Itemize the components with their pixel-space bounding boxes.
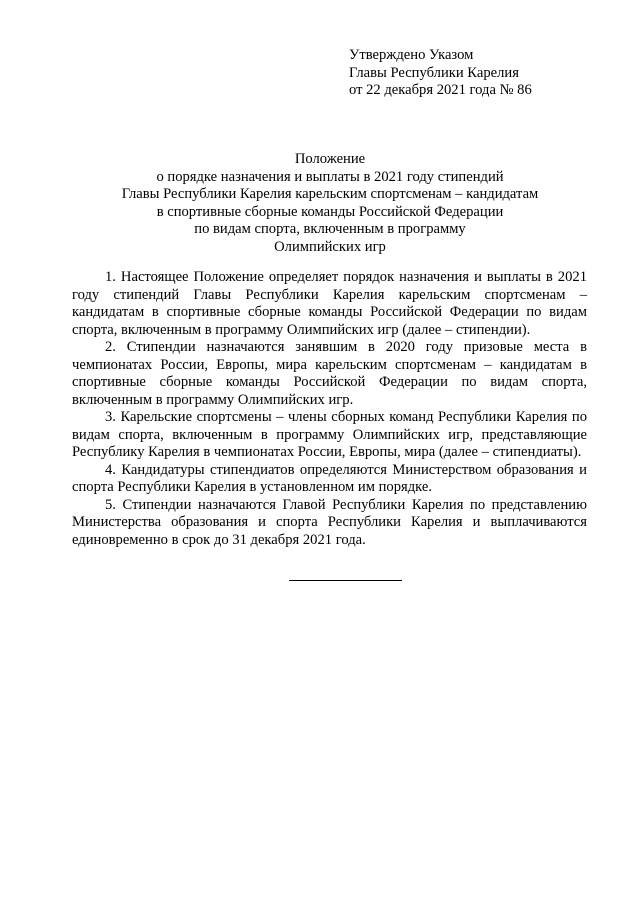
- paragraph-1: 1. Настоящее Положение определяет порядок назначения и выплаты в 2021 году стипендий Главы Республики Карелия карельским спортсменам – кандидатам в спортивные сборные команды Российской Федерации по видам спорта, включенным в программу Олимпийских игр (далее – стипендии).: [72, 269, 587, 338]
- paragraph-4: 4. Кандидатуры стипендиатов определяются Министерством образования и спорта Республики Карелия в установленном им порядке.: [72, 461, 587, 495]
- paragraph-3: 3. Карельские спортсмены – члены сборных команд Республики Карелия по видам спорта, включенным в программу Олимпийских игр, представляющие Республику Карелия в чемпионатах России, Европы, мира (далее – стипендиаты).: [72, 409, 587, 460]
- title-heading: Положение: [294, 151, 366, 167]
- document-title: [60, 151, 600, 256]
- title-line: Главы Республики Карелия карельским спортсменам – кандидатам: [121, 186, 539, 202]
- title-line: в спортивные сборные команды Российской Федерации: [156, 203, 504, 220]
- approval-line: Главы Республики Карелия: [349, 64, 519, 81]
- title-line: по видам спорта, включенным в программу: [194, 221, 466, 237]
- closing-divider: [289, 580, 402, 581]
- paragraph-2: 2. Стипендии назначаются занявшим в 2020 году призовые места в чемпионатах России, Европы, мира карельским спортсменам – кандидатам в спортивные сборные команды Российской Федерации по видам спорта, включенным в программу Олимпийских игр.: [72, 339, 587, 408]
- document-body: [72, 269, 587, 549]
- approval-line: от 22 декабря 2021 года № 86: [349, 82, 532, 98]
- paragraph-5: 5. Стипендии назначаются Главой Республики Карелия по представлению Министерства образования и спорта Республики Карелия и выплачиваются единовременно в срок до 31 декабря 2021 года.: [72, 496, 587, 548]
- title-line: о порядке назначения и выплаты в 2021 году стипендий: [156, 168, 504, 185]
- approval-stamp: [349, 47, 609, 100]
- approval-line: Утверждено Указом: [349, 47, 474, 63]
- title-line: Олимпийских игр: [274, 238, 386, 255]
